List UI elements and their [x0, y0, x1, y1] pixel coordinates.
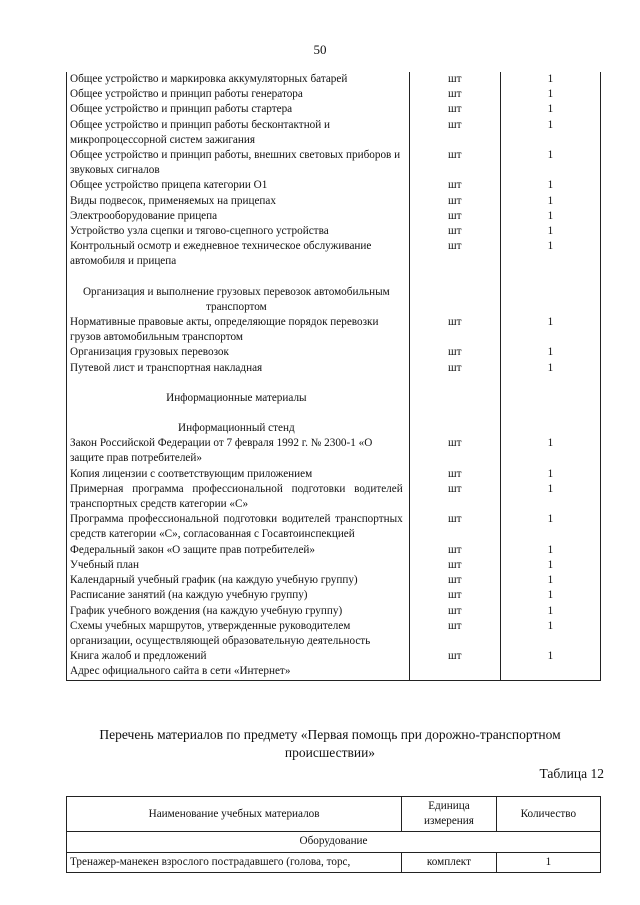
table-12 — [66, 796, 601, 873]
table-row — [67, 588, 601, 603]
empty-cell — [409, 421, 500, 436]
material-unit: шт — [409, 588, 500, 603]
material-qty: 1 — [500, 604, 600, 619]
material-name: Электрооборудование прицепа — [67, 209, 410, 224]
material-name: Учебный план — [67, 558, 410, 573]
material-qty: 1 — [500, 224, 600, 239]
material-name: Книга жалоб и предложений — [67, 649, 410, 664]
section-title-org-row — [67, 285, 601, 315]
material-unit: шт — [409, 315, 500, 345]
material-unit: шт — [409, 467, 500, 482]
section-title-info-row — [67, 391, 601, 406]
table-row — [67, 209, 601, 224]
material-qty: 1 — [496, 852, 600, 872]
table-row — [67, 239, 601, 269]
table-row — [67, 512, 601, 542]
material-unit: шт — [409, 102, 500, 117]
table-row — [67, 224, 601, 239]
material-unit: шт — [409, 573, 500, 588]
spacer-cell — [67, 270, 410, 285]
material-unit: шт — [409, 209, 500, 224]
table-row — [67, 118, 601, 148]
material-name: Нормативные правовые акты, определяющие порядок перевозки грузов автомобильным транспортом — [67, 315, 410, 345]
material-unit: шт — [409, 482, 500, 512]
material-unit: шт — [409, 224, 500, 239]
material-name: Примерная программа профессиональной подготовки водителей транспортных средств категории «С» — [67, 482, 410, 512]
material-unit: шт — [409, 118, 500, 148]
material-unit: шт — [409, 178, 500, 193]
table-row — [67, 664, 601, 680]
material-name: Копия лицензии с соответствующим приложением — [67, 467, 410, 482]
table-row — [67, 558, 601, 573]
empty-cell — [409, 391, 500, 406]
material-qty: 1 — [500, 543, 600, 558]
group-label: Оборудование — [67, 832, 601, 852]
page-number: 50 — [313, 42, 327, 57]
material-name: Схемы учебных маршрутов, утвержденные руководителем организации, осуществляющей образовательную деятельность — [67, 619, 410, 649]
materials-table-continued — [66, 72, 601, 681]
material-unit: шт — [409, 604, 500, 619]
table-row — [67, 482, 601, 512]
table-row — [67, 649, 601, 664]
spacer-cell — [500, 376, 600, 391]
material-unit: шт — [409, 543, 500, 558]
material-name: Закон Российской Федерации от 7 февраля 1992 г. № 2300-1 «О защите прав потребителей» — [67, 436, 410, 466]
material-qty: 1 — [500, 194, 600, 209]
table-row — [67, 178, 601, 193]
material-qty: 1 — [500, 148, 600, 178]
material-name: Расписание занятий (на каждую учебную группу) — [67, 588, 410, 603]
material-qty: 1 — [500, 118, 600, 148]
table-row — [67, 467, 601, 482]
spacer-cell — [409, 376, 500, 391]
material-name: Программа профессиональной подготовки водителей транспортных средств категории «С», согласованная с Госавтоинспекцией — [67, 512, 410, 542]
material-unit: шт — [409, 345, 500, 360]
material-qty: 1 — [500, 361, 600, 376]
material-unit: комплект — [402, 852, 497, 872]
material-unit: шт — [409, 512, 500, 542]
spacer-cell — [67, 376, 410, 391]
table-row — [67, 102, 601, 117]
table-row — [67, 361, 601, 376]
material-unit: шт — [409, 649, 500, 664]
table-row — [67, 194, 601, 209]
material-unit: шт — [409, 148, 500, 178]
header-unit: Единица измерения — [402, 797, 497, 832]
material-name: Контрольный осмотр и ежедневное техническое обслуживание автомобиля и прицепа — [67, 239, 410, 269]
table-row — [67, 573, 601, 588]
material-qty: 1 — [500, 573, 600, 588]
table-row — [67, 315, 601, 345]
material-unit: шт — [409, 194, 500, 209]
material-unit: шт — [409, 619, 500, 649]
table-row — [67, 87, 601, 102]
section-title-info: Информационные материалы — [67, 391, 410, 406]
table-row — [67, 436, 601, 466]
material-qty — [500, 664, 600, 680]
material-unit: шт — [409, 361, 500, 376]
spacer-row — [67, 406, 601, 421]
empty-cell — [500, 391, 600, 406]
material-name: Адрес официального сайта в сети «Интернет» — [67, 664, 410, 680]
material-name: Общее устройство и принцип работы, внешних световых приборов и звуковых сигналов — [67, 148, 410, 178]
material-qty: 1 — [500, 558, 600, 573]
material-qty: 1 — [500, 512, 600, 542]
section-title-org: Организация и выполнение грузовых перевозок автомобильным транспортом — [67, 285, 410, 315]
material-qty: 1 — [500, 102, 600, 117]
spacer-row — [67, 270, 601, 285]
spacer-cell — [409, 406, 500, 421]
table-row — [67, 852, 601, 872]
empty-cell — [500, 285, 600, 315]
material-name: Тренажер-манекен взрослого пострадавшего (голова, торс, — [67, 852, 402, 872]
table-row — [67, 345, 601, 360]
material-qty: 1 — [500, 467, 600, 482]
material-unit: шт — [409, 72, 500, 87]
spacer-cell — [500, 270, 600, 285]
materials-list-heading: Перечень материалов по предмету «Первая помощь при дорожно-транспортном происшествии» — [99, 727, 561, 760]
material-unit: шт — [409, 558, 500, 573]
material-name: Устройство узла сцепки и тягово-сцепного устройства — [67, 224, 410, 239]
table-row — [67, 148, 601, 178]
table-row — [67, 604, 601, 619]
empty-cell — [409, 285, 500, 315]
material-qty: 1 — [500, 649, 600, 664]
empty-cell — [500, 421, 600, 436]
material-qty: 1 — [500, 588, 600, 603]
header-name: Наименование учебных материалов — [67, 797, 402, 832]
spacer-row — [67, 376, 601, 391]
material-unit: шт — [409, 436, 500, 466]
subsection-title-stand-row — [67, 421, 601, 436]
material-qty: 1 — [500, 619, 600, 649]
material-qty: 1 — [500, 239, 600, 269]
spacer-cell — [500, 406, 600, 421]
header-qty: Количество — [496, 797, 600, 832]
material-name: Виды подвесок, применяемых на прицепах — [67, 194, 410, 209]
table-row — [67, 619, 601, 649]
material-qty: 1 — [500, 482, 600, 512]
material-qty: 1 — [500, 87, 600, 102]
spacer-cell — [409, 270, 500, 285]
material-qty: 1 — [500, 178, 600, 193]
material-name: Общее устройство прицепа категории О1 — [67, 178, 410, 193]
group-row — [67, 832, 601, 852]
table-row — [67, 543, 601, 558]
table-row — [67, 72, 601, 87]
material-qty: 1 — [500, 315, 600, 345]
material-name: Общее устройство и маркировка аккумуляторных батарей — [67, 72, 410, 87]
material-name: Общее устройство и принцип работы бесконтактной и микропроцессорной систем зажигания — [67, 118, 410, 148]
material-name: Общее устройство и принцип работы стартера — [67, 102, 410, 117]
material-name: Календарный учебный график (на каждую учебную группу) — [67, 573, 410, 588]
material-name: Организация грузовых перевозок — [67, 345, 410, 360]
material-name: Федеральный закон «О защите прав потребителей» — [67, 543, 410, 558]
material-name: Путевой лист и транспортная накладная — [67, 361, 410, 376]
subsection-title-stand: Информационный стенд — [67, 421, 410, 436]
material-unit: шт — [409, 239, 500, 269]
material-name: Общее устройство и принцип работы генератора — [67, 87, 410, 102]
material-name: График учебного вождения (на каждую учебную группу) — [67, 604, 410, 619]
material-qty: 1 — [500, 345, 600, 360]
table-number: Таблица 12 — [539, 766, 604, 781]
material-unit: шт — [409, 87, 500, 102]
material-unit — [409, 664, 500, 680]
material-qty: 1 — [500, 72, 600, 87]
material-qty: 1 — [500, 436, 600, 466]
spacer-cell — [67, 406, 410, 421]
material-qty: 1 — [500, 209, 600, 224]
